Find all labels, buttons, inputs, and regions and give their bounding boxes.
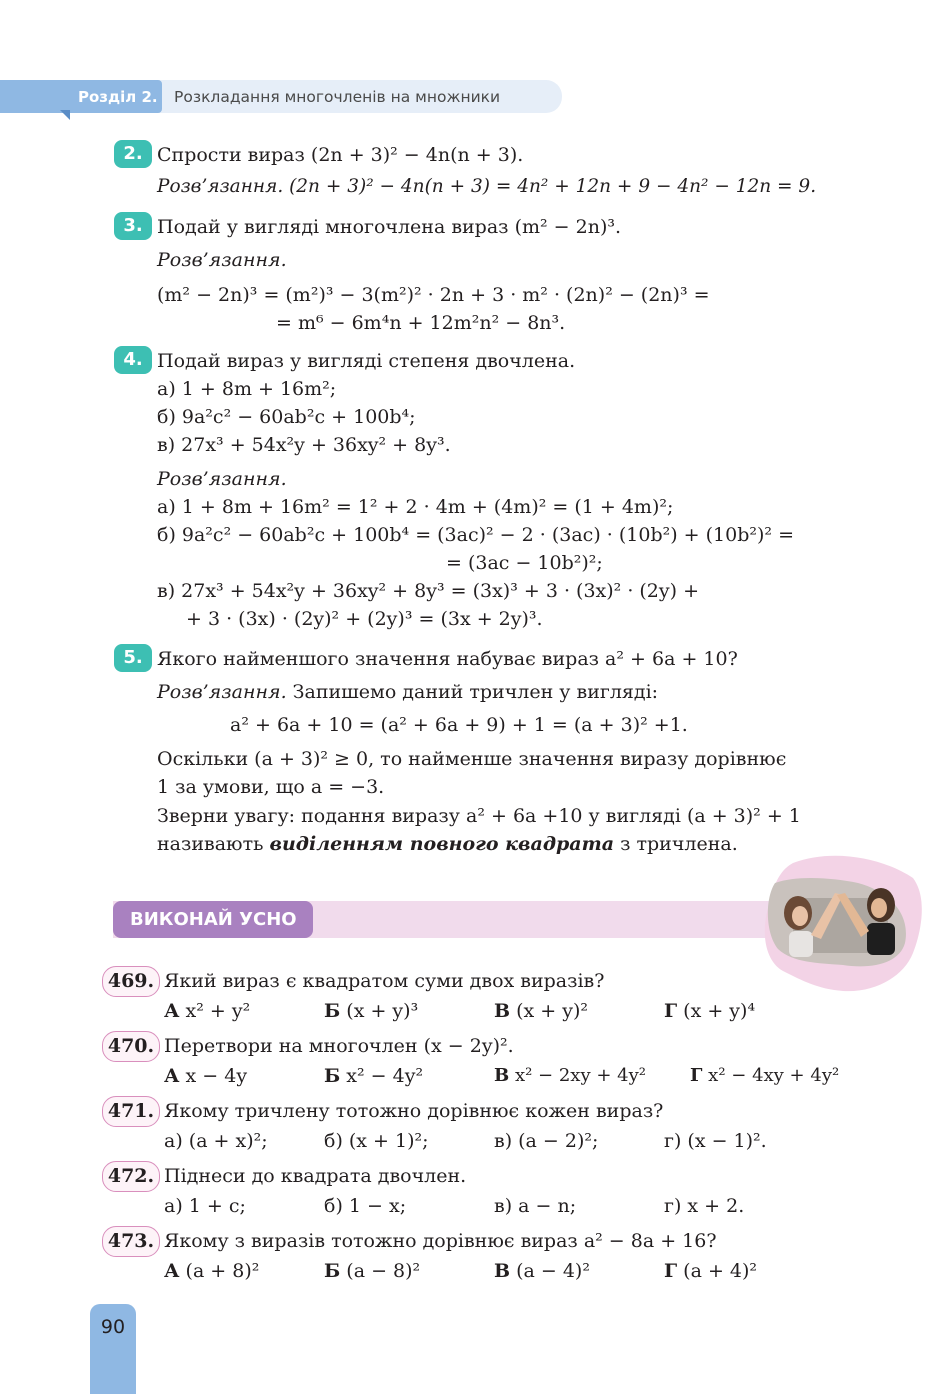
solution-label: Розв’язання. bbox=[157, 681, 287, 703]
task-question: Якому тричлену тотожно дорівнює кожен вираз? bbox=[164, 1100, 664, 1122]
solution-line: + 3 · (3x) · (2y)² + (2y)³ = (3x + 2y)³. bbox=[186, 608, 543, 630]
answer-option bbox=[494, 998, 588, 1024]
example-number-badge: 4. bbox=[114, 346, 152, 374]
solution-label: Розв’язання. bbox=[157, 249, 287, 271]
option-text: (a − 8)² bbox=[346, 1260, 421, 1282]
option-text: (a − 4)² bbox=[516, 1260, 590, 1282]
answer-option bbox=[324, 1063, 423, 1089]
solution-line: в) 27x³ + 54x²y + 36xy² + 8y³ = (3x)³ + 3 · (3x)² · (2y) + bbox=[157, 580, 700, 602]
note-text: з тричлена. bbox=[614, 833, 738, 855]
example-statement: Подай у вигляді многочлена вираз (m² − 2n)³. bbox=[157, 216, 622, 238]
option-text: (x + y)⁴ bbox=[683, 1000, 756, 1022]
task-item: а) 1 + 8m + 16m²; bbox=[157, 378, 337, 400]
answer-option bbox=[690, 1063, 839, 1089]
section-title: Розкладання многочленів на множники bbox=[174, 88, 501, 106]
answer-option: а) (a + x)²; bbox=[164, 1130, 268, 1152]
answer-option: а) 1 + c; bbox=[164, 1195, 246, 1217]
answer-option bbox=[164, 1258, 259, 1284]
example-statement: Якого найменшого значення набуває вираз a² + 6a + 10? bbox=[157, 648, 738, 670]
task-question: Піднеси до квадрата двочлен. bbox=[164, 1165, 467, 1187]
answer-option: в) (a − 2)²; bbox=[494, 1130, 599, 1152]
answer-option: в) a − n; bbox=[494, 1195, 577, 1217]
option-text: x² − 4y² bbox=[346, 1065, 424, 1087]
oral-section-title: ВИКОНАЙ УСНО bbox=[113, 901, 313, 938]
task-number: 469. bbox=[102, 966, 160, 997]
option-letter: Б bbox=[324, 1000, 341, 1022]
option-text: x − 4y bbox=[185, 1065, 248, 1087]
answer-option bbox=[494, 1258, 590, 1284]
page-number: 90 bbox=[100, 1316, 126, 1338]
students-photo bbox=[763, 853, 923, 995]
term-highlight: виділенням повного квадрата bbox=[269, 833, 615, 855]
option-text: (x + y)² bbox=[516, 1000, 588, 1022]
example-number-badge: 5. bbox=[114, 644, 152, 672]
option-letter: Б bbox=[324, 1260, 341, 1282]
answer-option: г) x + 2. bbox=[664, 1195, 745, 1217]
solution-line: = (3ac − 10b²)²; bbox=[446, 552, 603, 574]
section-tab-fold bbox=[60, 110, 70, 120]
option-text: (a + 4)² bbox=[683, 1260, 758, 1282]
solution-line: б) 9a²c² − 60ab²c + 100b⁴ = (3ac)² − 2 · (3ac) · (10b²) + (10b²)² = bbox=[157, 524, 794, 546]
section-label: Розділ 2. bbox=[78, 88, 158, 106]
example-statement: Спрости вираз (2n + 3)² − 4n(n + 3). bbox=[157, 144, 524, 166]
example-statement: Подай вираз у вигляді степеня двочлена. bbox=[157, 350, 576, 372]
answer-option: г) (x − 1)². bbox=[664, 1130, 767, 1152]
task-item: в) 27x³ + 54x²y + 36xy² + 8y³. bbox=[157, 434, 451, 456]
option-letter: В bbox=[494, 1260, 511, 1282]
option-letter: А bbox=[164, 1000, 180, 1022]
answer-option: б) (x + 1)²; bbox=[324, 1130, 429, 1152]
answer-option bbox=[494, 1063, 646, 1089]
solution-line: = m⁶ − 6m⁴n + 12m²n² − 8n³. bbox=[276, 312, 566, 334]
option-letter: Г bbox=[664, 1260, 678, 1282]
task-number: 472. bbox=[102, 1161, 160, 1192]
solution-text: Запишемо даний тричлен у вигляді: bbox=[286, 681, 659, 703]
solution-line: Оскільки (a + 3)² ≥ 0, то найменше значення виразу дорівнює bbox=[157, 748, 787, 770]
task-number: 470. bbox=[102, 1031, 160, 1062]
example-solution: Розв’язання. (2n + 3)² − 4n(n + 3) = 4n² + 12n + 9 − 4n² − 12n = 9. bbox=[157, 176, 817, 197]
option-text: x² − 4xy + 4y² bbox=[708, 1065, 840, 1086]
answer-option: б) 1 − x; bbox=[324, 1195, 407, 1217]
solution-line: (m² − 2n)³ = (m²)³ − 3(m²)² · 2n + 3 · m² · (2n)² − (2n)³ = bbox=[157, 284, 710, 306]
example-number-badge: 3. bbox=[114, 212, 152, 240]
option-text: x² + y² bbox=[185, 1000, 251, 1022]
solution-label: Розв’язання. bbox=[157, 468, 287, 490]
solution-line: 1 за умови, що a = −3. bbox=[157, 776, 385, 798]
note-line: Зверни увагу: подання виразу a² + 6a +10 у вигляді (a + 3)² + 1 bbox=[157, 805, 801, 827]
option-text: x² − 2xy + 4y² bbox=[514, 1065, 646, 1086]
option-letter: Г bbox=[690, 1065, 703, 1086]
task-number: 473. bbox=[102, 1226, 160, 1257]
task-question: Перетвори на многочлен (x − 2y)². bbox=[164, 1035, 514, 1057]
example-number-badge: 2. bbox=[114, 140, 152, 168]
option-letter: В bbox=[494, 1000, 511, 1022]
answer-option bbox=[164, 998, 250, 1024]
solution-line: а) 1 + 8m + 16m² = 1² + 2 · 4m + (4m)² = (1 + 4m)²; bbox=[157, 496, 674, 518]
answer-option bbox=[164, 1063, 247, 1089]
option-letter: Б bbox=[324, 1065, 341, 1087]
solution-line bbox=[157, 679, 658, 705]
note-text: називають bbox=[157, 833, 270, 855]
note-line bbox=[157, 831, 738, 857]
option-letter: А bbox=[164, 1260, 180, 1282]
answer-option bbox=[324, 1258, 420, 1284]
option-letter: Г bbox=[664, 1000, 678, 1022]
answer-option bbox=[664, 1258, 757, 1284]
task-question: Який вираз є квадратом суми двох виразів? bbox=[164, 970, 605, 992]
option-letter: А bbox=[164, 1065, 180, 1087]
answer-option bbox=[324, 998, 418, 1024]
answer-option bbox=[664, 998, 755, 1024]
task-question: Якому з виразів тотожно дорівнює вираз a² − 8a + 16? bbox=[164, 1230, 717, 1252]
option-text: (a + 8)² bbox=[185, 1260, 260, 1282]
solution-formula: a² + 6a + 10 = (a² + 6a + 9) + 1 = (a + 3)² +1. bbox=[230, 714, 688, 736]
option-text: (x + y)³ bbox=[346, 1000, 419, 1022]
option-letter: В bbox=[494, 1065, 510, 1086]
task-number: 471. bbox=[102, 1096, 160, 1127]
task-item: б) 9a²c² − 60ab²c + 100b⁴; bbox=[157, 406, 416, 428]
